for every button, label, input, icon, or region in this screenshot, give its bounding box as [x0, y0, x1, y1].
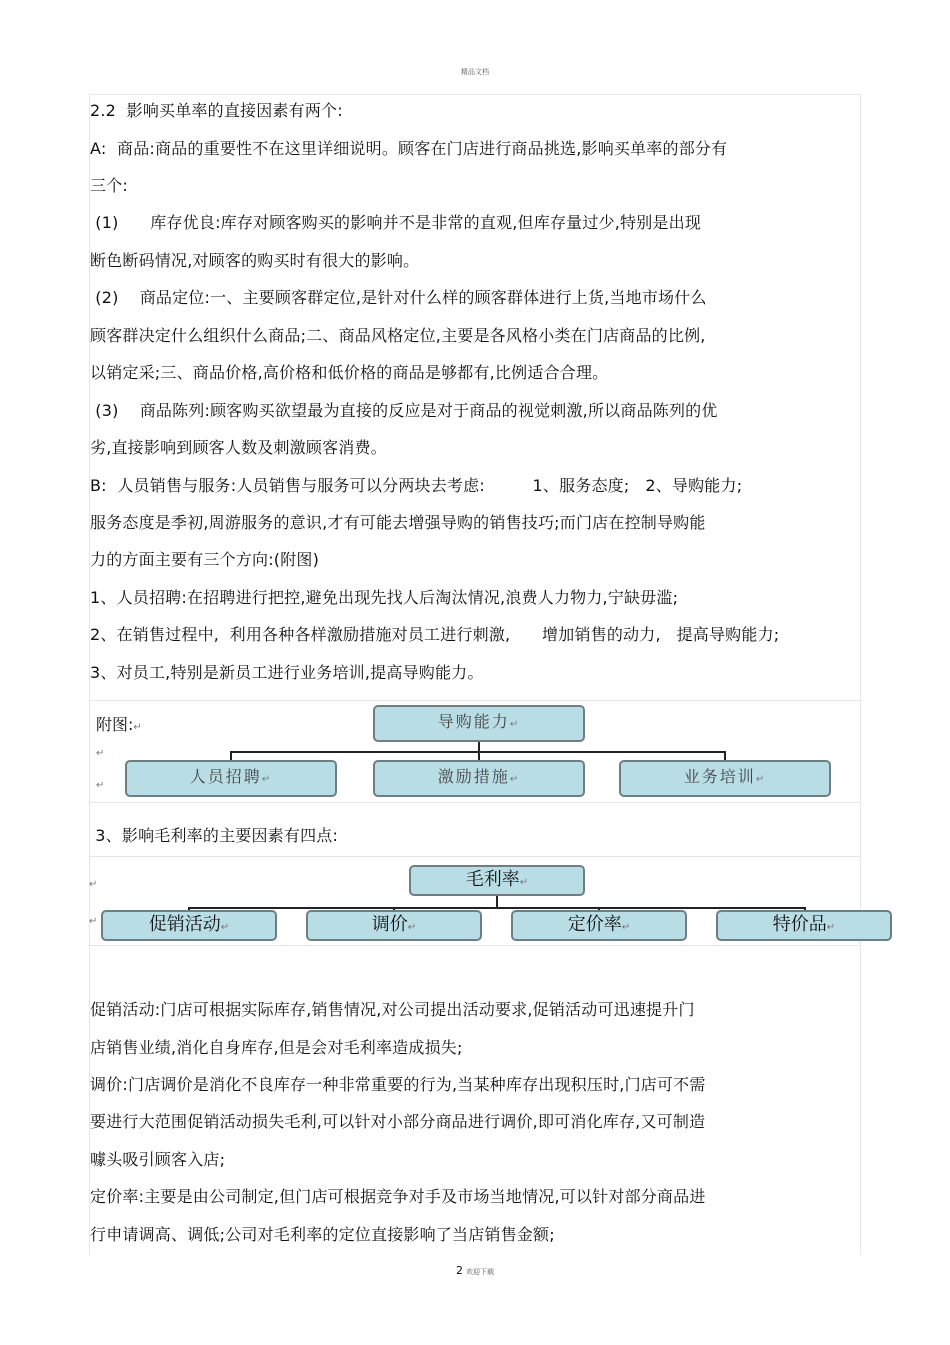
- text-line: 2.2 影响买单率的直接因素有两个:: [90, 101, 343, 120]
- page-number: 2: [456, 1264, 463, 1277]
- diagram-child-node: 定价率↵: [511, 910, 687, 941]
- diagram-root-node: 导购能力↵: [373, 705, 585, 742]
- text-line: 噱头吸引顾客入店;: [90, 1150, 226, 1169]
- diagram-child-node: 特价品↵: [716, 910, 892, 941]
- text-line: 要进行大范围促销活动损失毛利,可以针对小部分商品进行调价,即可消化库存,又可制造: [90, 1112, 706, 1131]
- text-line: (1) 库存优良:库存对顾客购买的影响并不是非常的直观,但库存量过少,特别是出现: [90, 213, 702, 232]
- page-header: 精品文档: [461, 68, 489, 76]
- diagram-child-node: 调价↵: [306, 910, 482, 941]
- text-line: 行申请调高、调低;公司对毛利率的定位直接影响了当店销售金额;: [90, 1225, 555, 1244]
- diagram-child-node: 激励措施↵: [373, 760, 585, 797]
- footer-text: 欢迎下载: [466, 1268, 494, 1276]
- paragraph-mark: ↵: [89, 916, 98, 927]
- text-line: 劣,直接影响到顾客人数及刺激顾客消费。: [90, 438, 387, 457]
- text-line: 3、对员工,特别是新员工进行业务培训,提高导购能力。: [90, 663, 484, 682]
- section-title: 3、影响毛利率的主要因素有四点:: [90, 826, 339, 845]
- text-line: 以销定采;三、商品价格,高价格和低价格的商品是够都有,比例适合合理。: [90, 363, 609, 382]
- text-line: 2、在销售过程中, 利用各种各样激励措施对员工进行刺激, 增加销售的动力, 提高导购能力;: [90, 625, 780, 644]
- appendix-label: 附图:↵: [96, 715, 142, 734]
- page-footer: [0, 1259, 950, 1278]
- paragraph-mark: ↵: [96, 748, 105, 759]
- text-line: A: 商品:商品的重要性不在这里详细说明。顾客在门店进行商品挑选,影响买单率的部分有: [90, 139, 728, 158]
- diagram-child-node: 促销活动↵: [101, 910, 277, 941]
- text-line: 力的方面主要有三个方向:(附图): [90, 550, 320, 569]
- diagram-child-node: 业务培训↵: [619, 760, 831, 797]
- text-line: 1、人员招聘:在招聘进行把控,避免出现先找人后淘汰情况,浪费人力物力,宁缺毋滥;: [90, 588, 679, 607]
- text-line: (2) 商品定位:一、主要顾客群定位,是针对什么样的顾客群体进行上货,当地市场什么: [90, 288, 707, 307]
- text-line: 调价:门店调价是消化不良库存一种非常重要的行为,当某种库存出现积压时,门店可不需: [90, 1075, 706, 1094]
- text-line: 断色断码情况,对顾客的购买时有很大的影响。: [90, 251, 420, 270]
- text-line: 三个:: [90, 176, 128, 195]
- paragraph-mark: ↵: [89, 879, 98, 890]
- section-divider: [89, 856, 860, 857]
- diagram-root-node: 毛利率↵: [409, 865, 585, 896]
- text-line: 服务态度是季初,周游服务的意识,才有可能去增强导购的销售技巧;而门店在控制导购能: [90, 513, 706, 532]
- diagram-child-node: 人员招聘↵: [125, 760, 337, 797]
- connector-line: [188, 907, 806, 909]
- section-divider: [89, 802, 860, 803]
- text-line: B: 人员销售与服务:人员销售与服务可以分两块去考虑: 1、服务态度; 2、导购能力;: [90, 476, 743, 495]
- section-divider: [89, 945, 860, 946]
- text-line: 顾客群决定什么组织什么商品;二、商品风格定位,主要是各风格小类在门店商品的比例,: [90, 326, 706, 345]
- text-line: 促销活动:门店可根据实际库存,销售情况,对公司提出活动要求,促销活动可迅速提升门: [90, 1000, 695, 1019]
- text-line: 定价率:主要是由公司制定,但门店可根据竞争对手及市场当地情况,可以针对部分商品进: [90, 1187, 706, 1206]
- paragraph-mark: ↵: [96, 780, 105, 791]
- text-line: (3) 商品陈列:顾客购买欲望最为直接的反应是对于商品的视觉刺激,所以商品陈列的优: [90, 401, 718, 420]
- text-line: 店销售业绩,消化自身库存,但是会对毛利率造成损失;: [90, 1038, 463, 1057]
- section-divider: [89, 700, 860, 701]
